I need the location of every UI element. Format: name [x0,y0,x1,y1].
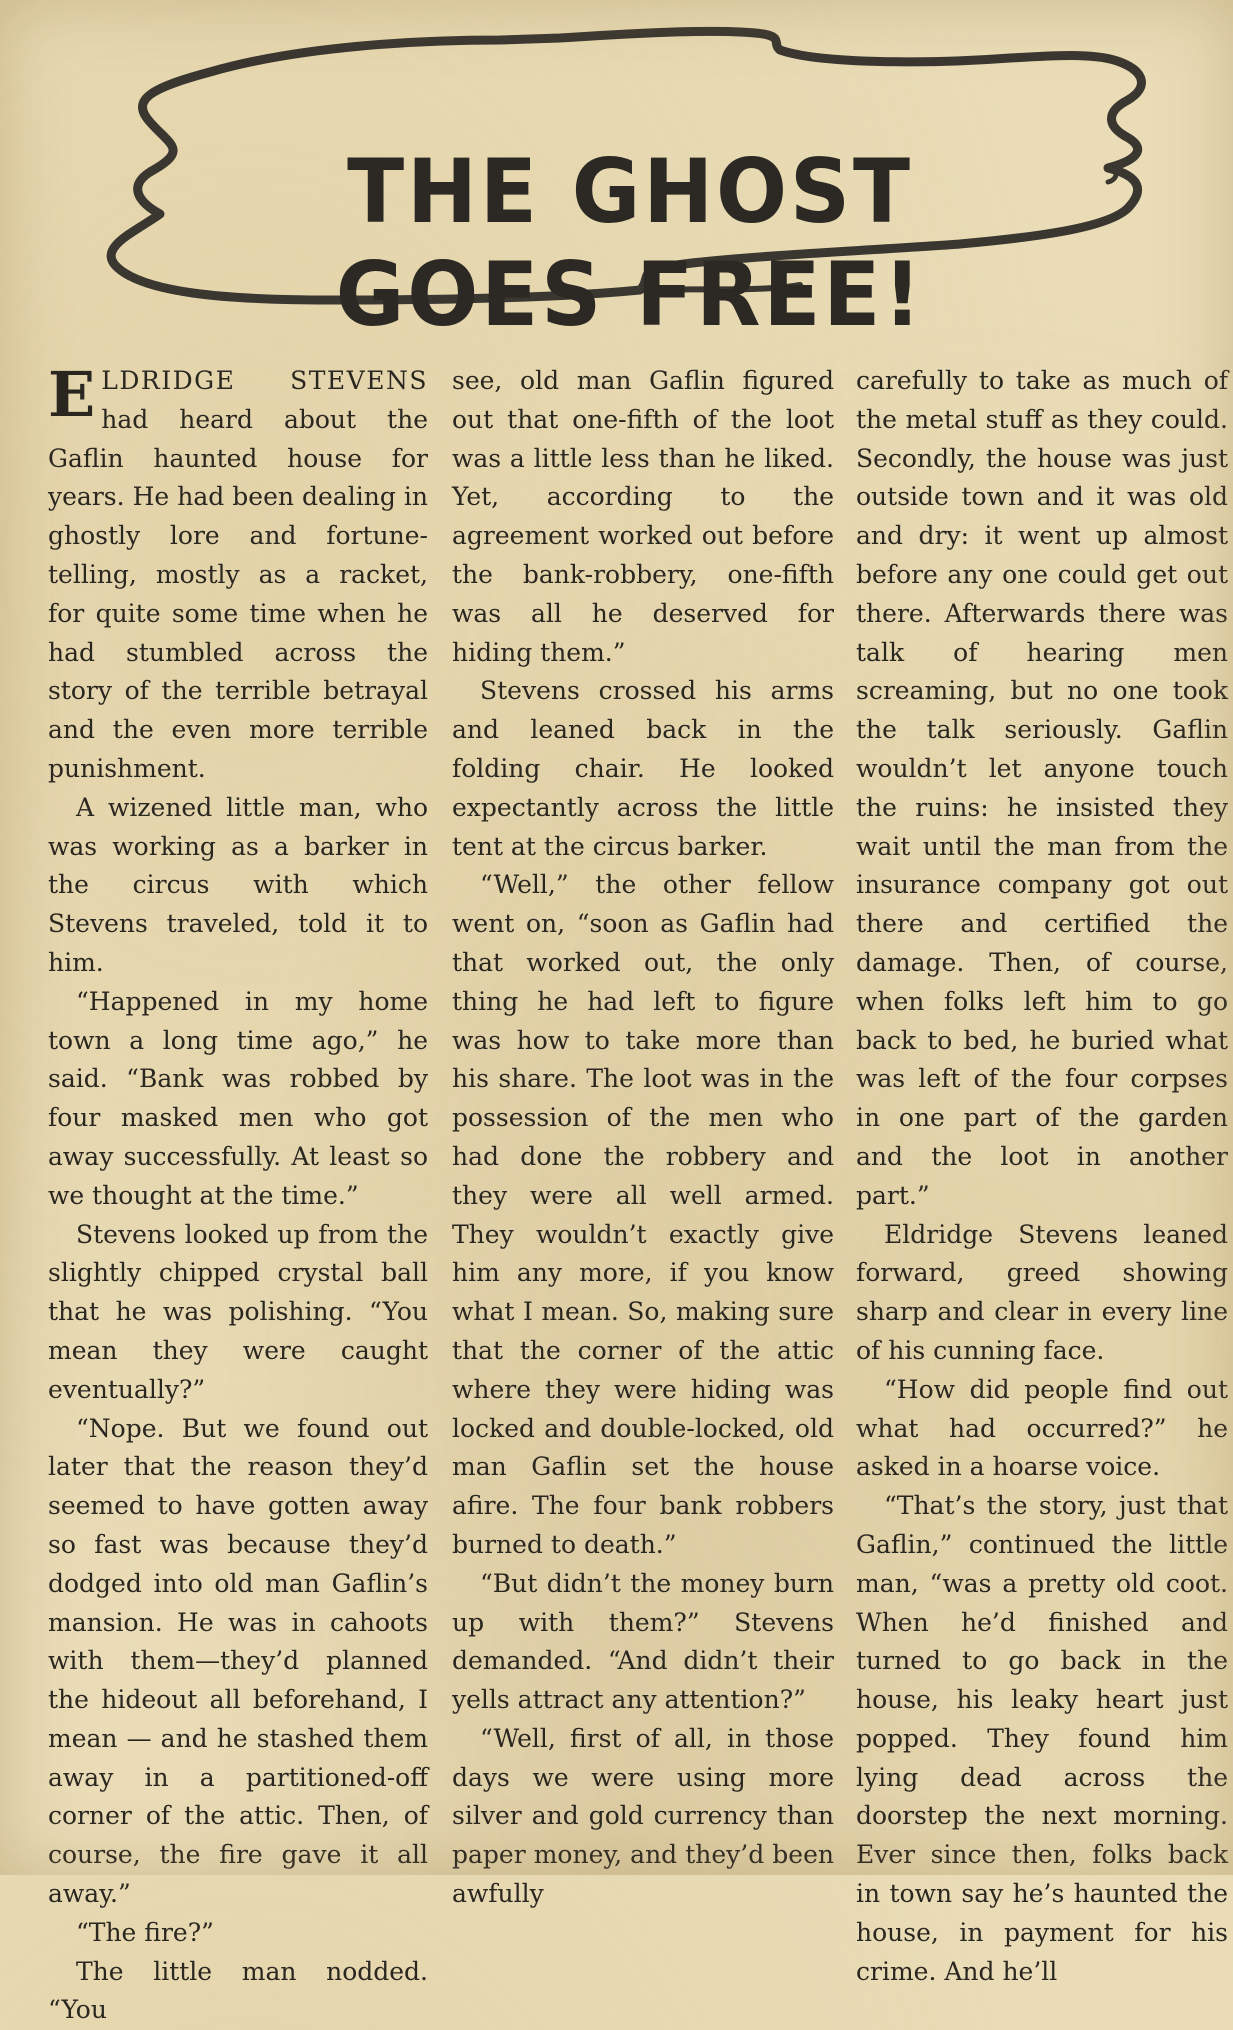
text-column-3 [856,362,1228,1991]
paragraph: “Well, first of all, in those days we were using more silver and gold currency than paper money, and they’d been awfully [452,1723,834,1909]
paragraph: “But didn’t the money burn up with them?” Stevens demanded. “And didn’t their yells attract any attention?” [452,1568,834,1715]
paragraph: “Well,” the other fellow went on, “soon as Gaflin had that worked out, the only thing he had left to figure was how to take more than his share. The loot was in the possession of the men who had done the robbery and they were all well armed. They wouldn’t exactly give him any more, if you know what I mean. So, making sure that the corner of the attic where they were hiding was locked and double-locked, old man Gaflin set the house afire. The four bank robbers burned to death.” [452,870,834,1559]
text-column-2 [452,362,834,1914]
paragraph: see, old man Gaflin figured out that one-fifth of the loot was a little less than he liked. Yet, according to the agreement worked out before the bank-robbery, one-fifth was all he deserved for hiding them.” [452,366,834,667]
paragraph: “The fire?” [76,1917,214,1947]
title-banner [0,0,1233,350]
paragraph [48,358,428,789]
paragraph: “Happened in my home town a long time ago,” he said. “Bank was robbed by four masked men who got away successfully. At least so we thought at the time.” [48,986,428,1210]
opening-caps: LDRIDGE STEVENS [101,366,428,395]
paragraph: “Nope. But we found out later that the reason they’d seemed to have gotten away so fast was because they’d dodged into old man Gaflin’s mansion. He was in cahoots with them—they’d planned the hideout all beforehand, I mean — and he stashed them away in a partitioned-off corner of the attic. Then, of course, the fire gave it all away.” [48,1413,428,1909]
paragraph: Eldridge Stevens leaned forward, greed showing sharp and clear in every line of his cunning face. [856,1219,1228,1365]
text-column-1 [48,358,428,2030]
paragraph: Stevens crossed his arms and leaned back in the folding chair. He looked expectantly across the little tent at the circus barker. [452,676,834,861]
paragraph: “How did people find out what had occurred?” he asked in a hoarse voice. [856,1374,1228,1482]
paragraph: carefully to take as much of the metal stuff as they could. Secondly, the house was just outside town and it was old and dry: it went up almost before any one could get out there. Afterwards there was talk of hearing men screaming, but no one took the talk seriously. Gaflin wouldn’t let anyone touch the ruins: he insisted they wait until the man from the insurance company got out there and certified the damage. Then, of course, when folks left him to go back to bed, he buried what was left of the four corpses in one part of the garden and the loot in another part.” [856,366,1228,1210]
paragraph: Stevens looked up from the slightly chipped crystal ball that he was polishing. “You mean they were caught eventually?” [48,1219,428,1404]
drop-cap: E [48,358,96,431]
paragraph-text: had heard about the Gaflin haunted house for years. He had been dealing in ghostly lore and fortune-telling, mostly as a racket, for quite some time when he had stumbled across the story of the terrible betrayal and the even more terrible punishment. [48,404,428,783]
page-title: THE GHOST GOES FREE! [335,140,925,346]
paragraph: A wizened little man, who was working as a barker in the circus with which Stevens traveled, told it to him. [48,792,428,977]
paragraph: The little man nodded. “You [48,1956,428,2025]
paragraph: “That’s the story, just that Gaflin,” continued the little man, “was a pretty old coot. When he’d finished and turned to go back in the house, his leaky heart just popped. They found him lying dead across the doorstep the next morning. Ever since then, folks back in town say he’s haunted the house, in payment for his crime. And he’ll [856,1491,1228,1986]
